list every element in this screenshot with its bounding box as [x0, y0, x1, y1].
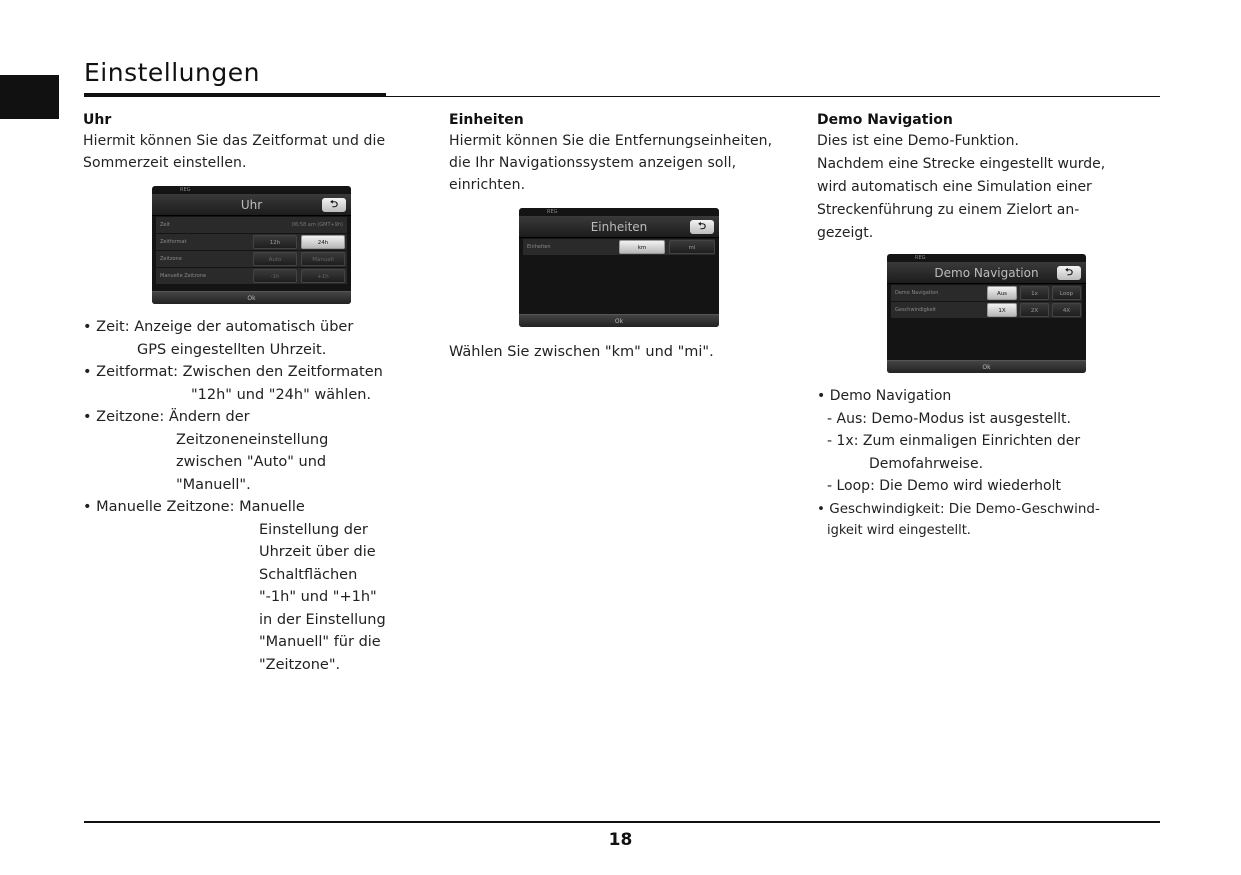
option-auto[interactable]: Auto	[253, 252, 297, 266]
row-label: Geschwindigkeit	[895, 307, 937, 313]
desc-line: Hiermit können Sie das Zeitformat und die	[83, 133, 386, 149]
desc-line: Dies ist eine Demo-Funktion.	[817, 133, 1019, 149]
screen-einheiten	[519, 208, 719, 327]
setting-row-manuelle-zeitzone	[156, 268, 347, 284]
bullet-line: Schaltflächen	[259, 566, 358, 583]
desc-line: Sommerzeit einstellen.	[83, 155, 247, 171]
bullets-demo	[817, 385, 1162, 543]
option-24h[interactable]: 24h	[301, 235, 345, 249]
bullet-line: Zeitzoneneinstellung	[176, 431, 329, 448]
bullet-line: "12h" und "24h" wählen.	[191, 386, 372, 403]
status-bar: REG	[547, 209, 558, 215]
note-einheiten	[449, 341, 804, 364]
desc-line: Hiermit können Sie die Entfernungseinheiten,	[449, 133, 773, 149]
screen-title-text: Uhr	[240, 198, 263, 212]
setting-row-demo-navigation	[891, 285, 1082, 301]
setting-row-geschwindigkeit	[891, 302, 1082, 318]
option-1x[interactable]: 1x	[1020, 286, 1049, 300]
row-label: Einheiten	[527, 244, 551, 250]
desc-line: Streckenführung zu einem Zielort an-	[817, 202, 1080, 218]
option-aus[interactable]: Aus	[987, 286, 1017, 300]
section-desc-uhr	[83, 130, 428, 174]
row-label: Manuelle Zeitzone	[160, 273, 207, 279]
bullet-line: Uhrzeit über die	[259, 544, 376, 560]
bullet-line: - Aus: Demo-Modus ist ausgestellt.	[827, 410, 1071, 427]
screen-title-text: Einheiten	[590, 220, 648, 234]
row-label: Zeit	[160, 222, 170, 228]
status-bar: REG	[180, 187, 191, 193]
ok-button[interactable]: Ok	[519, 314, 719, 327]
bullet-line: in der Einstellung	[259, 611, 386, 628]
back-button[interactable]: ⮌	[690, 220, 714, 234]
bullet-item	[83, 496, 428, 676]
note-text: Wählen Sie zwischen "km" und "mi".	[449, 344, 714, 360]
bullet-line: "Manuell".	[176, 476, 251, 493]
section-desc-demo	[817, 130, 1162, 245]
bullet-line: igkeit wird eingestellt.	[827, 523, 971, 538]
bullet-line: Demofahrweise.	[869, 455, 984, 472]
title-underline	[84, 96, 1160, 97]
option-mi[interactable]: mi	[669, 240, 715, 254]
chapter-tab	[0, 75, 59, 119]
bullet-item	[83, 361, 428, 406]
bullet-line: "Zeitzone".	[259, 656, 341, 673]
page-number: 18	[608, 830, 633, 850]
setting-row-einheiten	[523, 239, 715, 255]
bullet-item	[83, 316, 428, 361]
option-speed-1x[interactable]: 1X	[987, 303, 1017, 317]
bullet-item	[83, 406, 428, 496]
bullet-line: - 1x: Zum einmaligen Einrichten der	[827, 433, 1081, 449]
setting-row-zeitzone	[156, 251, 347, 267]
section-demo	[817, 110, 1162, 245]
option-km[interactable]: km	[619, 240, 665, 254]
bullet-line: • Zeit: Anzeige der automatisch über	[83, 319, 354, 335]
desc-line: einrichten.	[449, 177, 526, 193]
bullet-line: GPS eingestellten Uhrzeit.	[137, 341, 327, 358]
back-button[interactable]: ⮌	[1057, 266, 1081, 280]
ok-button[interactable]: Ok	[887, 360, 1086, 373]
bullet-line: • Zeitzone: Ändern der	[83, 409, 250, 425]
desc-line: Nachdem eine Strecke eingestellt wurde,	[817, 156, 1106, 172]
screen-demo-navigation	[887, 254, 1086, 373]
option-minus-1h[interactable]: -1h	[253, 269, 297, 283]
section-einheiten	[449, 110, 804, 196]
page-title: Einstellungen	[84, 58, 260, 87]
ok-button[interactable]: Ok	[152, 291, 351, 304]
setting-row-zeit	[156, 217, 347, 233]
screen-title	[152, 194, 351, 216]
bullet-line: • Geschwindigkeit: Die Demo-Geschwind-	[817, 500, 1100, 517]
bullet-line: • Zeitformat: Zwischen den Zeitformaten	[83, 364, 383, 380]
section-heading-demo: Demo Navigation	[817, 112, 953, 128]
status-bar: REG	[915, 255, 926, 261]
screen-title	[887, 262, 1086, 284]
row-label: Demo Navigation	[895, 290, 939, 296]
section-heading-uhr: Uhr	[83, 112, 112, 128]
bullet-line: • Demo Navigation	[817, 388, 952, 404]
screen-uhr	[152, 186, 351, 304]
bullet-line: "Manuell" für die	[259, 634, 381, 650]
desc-line: wird automatisch eine Simulation einer	[817, 179, 1092, 195]
time-value: 06:58 am (GMT+9h)	[291, 222, 343, 228]
screen-title-text: Demo Navigation	[934, 266, 1039, 280]
setting-row-zeitformat	[156, 234, 347, 250]
bullet-line: Einstellung der	[259, 521, 368, 538]
row-label: Zeitzone	[160, 256, 182, 262]
bullet-line: "-1h" und "+1h"	[259, 589, 377, 605]
desc-line: die Ihr Navigationssystem anzeigen soll,	[449, 155, 737, 171]
row-label: Zeitformat	[160, 239, 187, 245]
bullet-line: - Loop: Die Demo wird wiederholt	[827, 478, 1061, 494]
bullets-uhr	[83, 316, 428, 676]
back-button[interactable]: ⮌	[322, 198, 346, 212]
bullet-line: • Manuelle Zeitzone: Manuelle	[83, 499, 305, 515]
option-manuell[interactable]: Manuell	[301, 252, 345, 266]
section-desc-einheiten	[449, 130, 804, 196]
screen-title	[519, 216, 719, 238]
bullet-line: zwischen "Auto" und	[176, 454, 327, 470]
option-loop[interactable]: Loop	[1052, 286, 1081, 300]
option-12h[interactable]: 12h	[253, 235, 297, 249]
option-speed-4x[interactable]: 4X	[1052, 303, 1081, 317]
section-uhr	[83, 110, 428, 174]
footer-rule	[84, 821, 1160, 823]
option-plus-1h[interactable]: +1h	[301, 269, 345, 283]
desc-line: gezeigt.	[817, 225, 874, 241]
option-speed-2x[interactable]: 2X	[1020, 303, 1049, 317]
section-heading-einheiten: Einheiten	[449, 112, 524, 128]
